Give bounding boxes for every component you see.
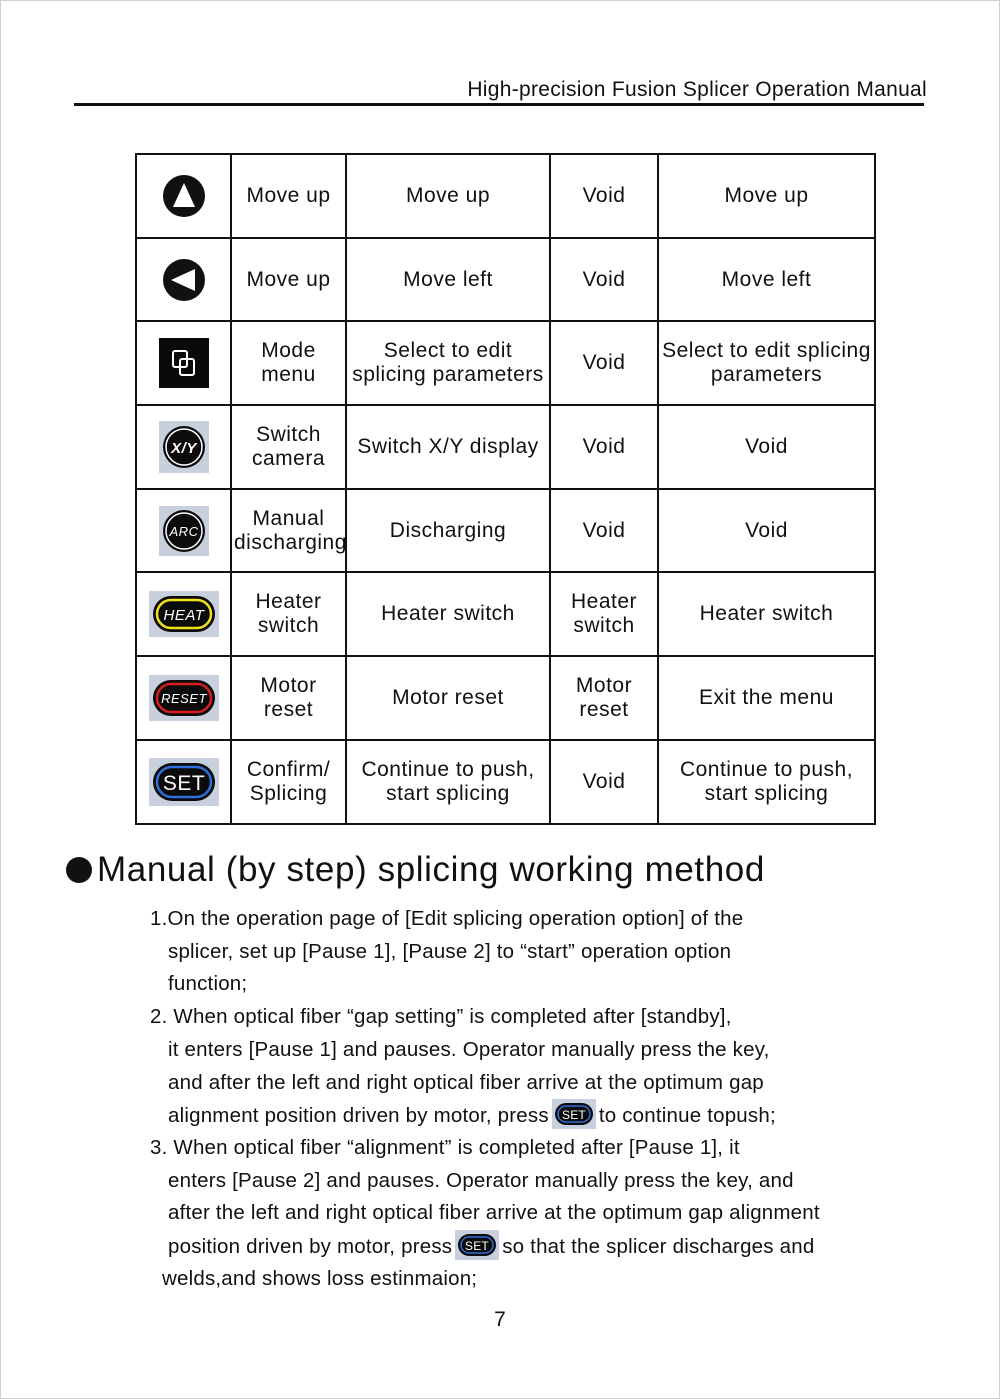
key-function-col1: Mode menu <box>231 321 346 405</box>
instruction-line: enters [Pause 2] and pauses. Operator manually press the key, and <box>168 1168 794 1192</box>
up-arrow-key-icon <box>162 174 206 218</box>
key-function-col1: Motor reset <box>231 656 346 740</box>
bullet-icon <box>66 857 92 883</box>
key-icon-cell <box>136 405 231 489</box>
key-function-col1: Move up <box>231 238 346 322</box>
mode-menu-key-icon <box>159 338 209 388</box>
heat-key-label: HEAT <box>163 607 204 625</box>
key-function-col4: Move up <box>658 154 875 238</box>
key-function-col2: Continue to push, start splicing <box>346 740 550 824</box>
key-function-col4: Void <box>658 489 875 573</box>
key-function-col1: Switch camera <box>231 405 346 489</box>
key-function-col1: Heater switch <box>231 572 346 656</box>
key-function-col3: Void <box>550 238 658 322</box>
manual-header-title: High-precision Fusion Splicer Operation Manual <box>467 78 927 101</box>
key-icon-cell <box>136 489 231 573</box>
key-function-col2: Discharging <box>346 489 550 573</box>
key-function-col1: Manual discharging <box>231 489 346 573</box>
arc-key-label: ARC <box>169 523 198 539</box>
key-function-col3: Void <box>550 489 658 573</box>
instruction-line: 2. When optical fiber “gap setting” is completed after [standby], <box>150 1005 732 1029</box>
table-row <box>136 656 875 740</box>
page-number: 7 <box>494 1308 506 1331</box>
instruction-text: to continue topush; <box>598 1104 776 1128</box>
instruction-line <box>168 1099 776 1133</box>
table-row <box>136 740 875 824</box>
key-function-col2: Motor reset <box>346 656 550 740</box>
inline-set-key-icon <box>552 1099 596 1129</box>
key-icon-cell <box>136 321 231 405</box>
key-function-col1: Confirm/ Splicing <box>231 740 346 824</box>
instruction-text: position driven by motor, press <box>168 1235 453 1258</box>
table-row <box>136 572 875 656</box>
key-icon-cell <box>136 740 231 824</box>
reset-key-label: RESET <box>160 690 207 706</box>
key-icon-cell <box>136 238 231 322</box>
key-function-col2: Move left <box>346 238 550 322</box>
key-function-col2: Heater switch <box>346 572 550 656</box>
key-function-col4: Select to edit splicing parameters <box>658 321 875 405</box>
section-heading-text: Manual (by step) splicing working method <box>97 850 765 889</box>
key-function-col4: Move left <box>658 238 875 322</box>
instruction-line: splicer, set up [Pause 1], [Pause 2] to “start” operation option <box>168 939 732 963</box>
instruction-line: function; <box>168 972 248 996</box>
key-function-col4: Exit the menu <box>658 656 875 740</box>
key-function-col3: Void <box>550 405 658 489</box>
instruction-line: 3. When optical fiber “alignment” is completed after [Pause 1], it <box>150 1135 740 1159</box>
set-key-label: SET <box>162 771 205 795</box>
key-function-col3: Void <box>550 740 658 824</box>
left-arrow-key-icon <box>162 258 206 302</box>
instruction-line: and after the left and right optical fiber arrive at the optimum gap <box>168 1070 764 1094</box>
arc-key-icon <box>159 506 209 556</box>
key-function-col2: Move up <box>346 154 550 238</box>
table-row <box>136 405 875 489</box>
instruction-text: alignment position driven by motor, press <box>168 1104 549 1128</box>
xy-key-label: X/Y <box>170 439 197 457</box>
key-function-table <box>135 153 876 825</box>
instruction-line: welds,and shows loss estinmaion; <box>162 1266 478 1290</box>
table-row <box>136 238 875 322</box>
table-row <box>136 489 875 573</box>
table-row <box>136 154 875 238</box>
key-function-col4: Continue to push, start splicing <box>658 740 875 824</box>
key-function-col3: Void <box>550 321 658 405</box>
table-row <box>136 321 875 405</box>
header-rule <box>74 103 924 106</box>
key-icon-cell <box>136 656 231 740</box>
instruction-line: 1.On the operation page of [Edit splicing operation option] of the <box>150 907 744 930</box>
key-function-col1: Move up <box>231 154 346 238</box>
instruction-line: it enters [Pause 1] and pauses. Operator manually press the key, <box>168 1037 770 1061</box>
key-function-col2: Switch X/Y display <box>346 405 550 489</box>
xy-key-icon <box>159 421 209 473</box>
key-function-col4: Void <box>658 405 875 489</box>
key-function-col3: Motor reset <box>550 656 658 740</box>
reset-key-icon <box>149 675 219 721</box>
set-key-icon <box>149 758 219 806</box>
section-heading <box>66 850 765 890</box>
key-icon-cell <box>136 572 231 656</box>
key-icon-cell <box>136 154 231 238</box>
inline-set-key-icon <box>455 1230 499 1260</box>
key-function-col2: Select to edit splicing parameters <box>346 321 550 405</box>
instruction-text: so that the splicer discharges and <box>502 1235 815 1258</box>
instruction-line <box>168 1230 814 1264</box>
heat-key-icon <box>149 591 219 637</box>
key-function-col4: Heater switch <box>658 572 875 656</box>
instruction-line: after the left and right optical fiber arrive at the optimum gap alignment <box>168 1201 820 1225</box>
key-function-col3: Void <box>550 154 658 238</box>
inline-set-key-label: SET <box>561 1108 586 1123</box>
key-function-col3: Heater switch <box>550 572 658 656</box>
inline-set-key-label: SET <box>465 1239 490 1253</box>
